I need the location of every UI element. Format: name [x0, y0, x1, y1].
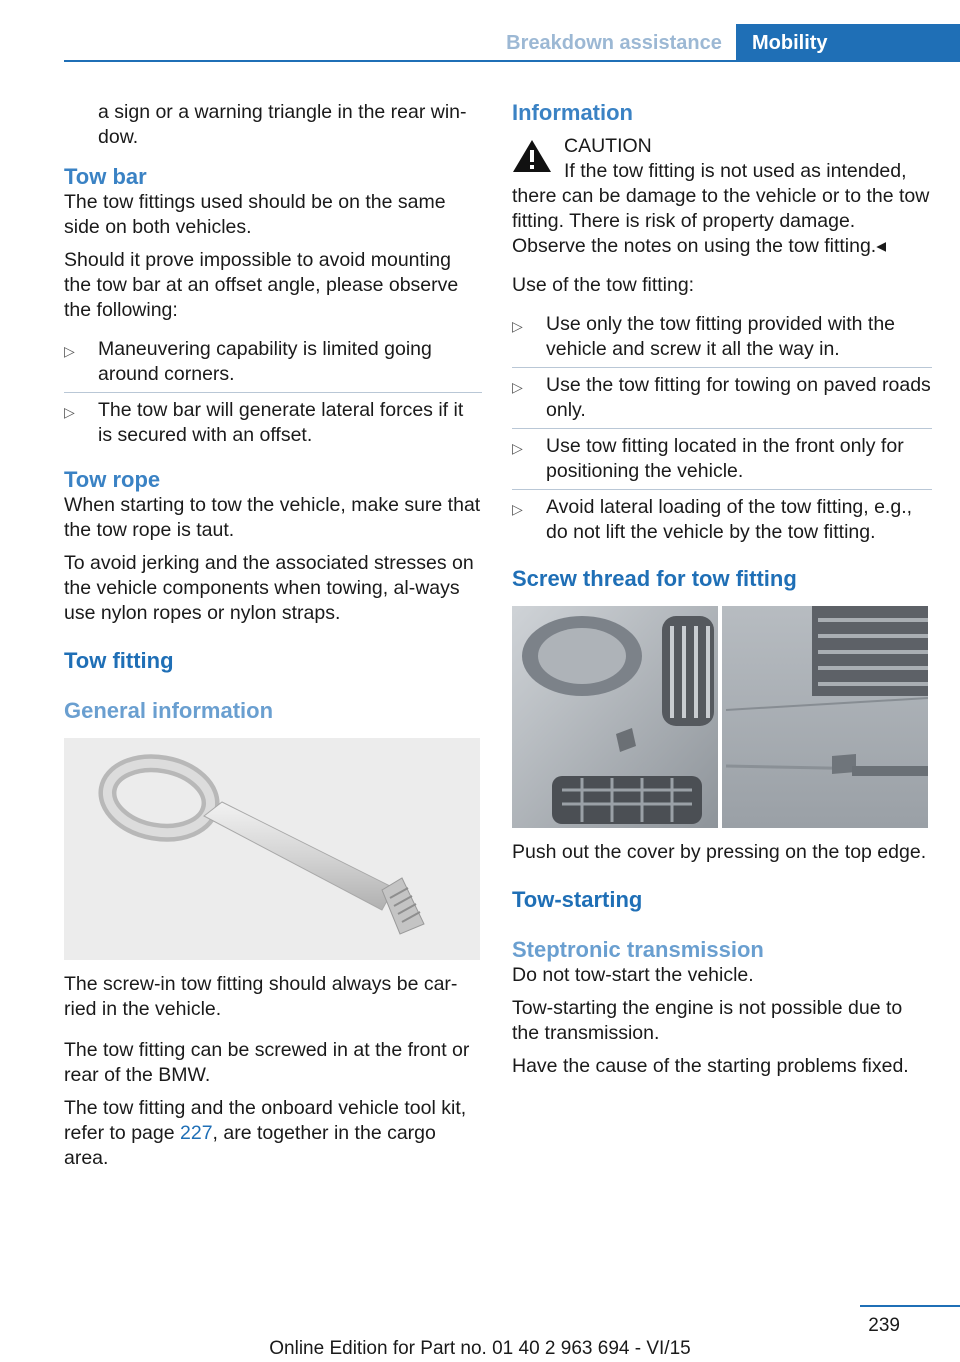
tow-bar-paragraph-2: Should it prove impossible to avoid mounting the tow bar at an offset angle, please observe the following:	[64, 249, 459, 321]
use-list	[512, 306, 932, 550]
triangle-bullet-icon: ▷	[512, 379, 523, 395]
caution-block	[512, 134, 932, 184]
triangle-bullet-icon: ▷	[512, 318, 523, 334]
header-rule	[64, 60, 960, 62]
screw-thread-heading: Screw thread for tow fitting	[512, 566, 797, 591]
triangle-bullet-icon: ▷	[512, 440, 523, 456]
tow-rope-paragraph-1: When starting to tow the vehicle, make sure that the tow rope is taut.	[64, 494, 481, 541]
tow-starting-paragraph-1: Do not tow-start the vehicle.	[512, 964, 754, 986]
intro-text: a sign or a warning triangle in the rear win-dow.	[98, 101, 467, 148]
tow-fitting-paragraph-2: The tow fitting can be screwed in at the front or rear of the BMW.	[64, 1039, 470, 1086]
tow-starting-paragraph-3: Have the cause of the starting problems fixed.	[512, 1055, 909, 1077]
caution-title: CAUTION	[564, 135, 652, 157]
steptronic-heading: Steptronic transmission	[512, 937, 764, 962]
page-number: 239	[868, 1315, 900, 1336]
tow-starting-heading: Tow-starting	[512, 887, 643, 912]
information-heading: Information	[512, 100, 633, 125]
tow-fitting-image	[64, 738, 480, 960]
caution-text: there can be damage to the vehicle or to the tow fitting. There is risk of property damage. Observe the notes on using the tow fitting.◂	[512, 185, 930, 257]
list-item: ▷ Use only the tow fitting provided with the vehicle and screw it all the way in.	[512, 306, 932, 367]
bumper-photo-icon	[512, 606, 928, 828]
header-section-title: Breakdown assistance	[506, 32, 722, 54]
list-item: ▷ Use tow fitting located in the front only for positioning the vehicle.	[512, 428, 932, 489]
use-intro: Use of the tow fitting:	[512, 274, 695, 296]
warning-triangle-icon	[512, 138, 552, 174]
triangle-bullet-icon: ▷	[64, 343, 75, 359]
tow-starting-paragraph-2: Tow-starting the engine is not possible due to the transmission.	[512, 997, 903, 1044]
tow-bar-paragraph-1: The tow fittings used should be on the same side on both vehicles.	[64, 191, 446, 238]
edition-footer: Online Edition for Part no. 01 40 2 963 694 - VI/15	[269, 1338, 691, 1359]
list-item: ▷ Avoid lateral loading of the tow fitting, e.g., do not lift the vehicle by the tow fitting.	[512, 489, 932, 550]
tow-bar-heading: Tow bar	[64, 164, 147, 189]
tow-fitting-paragraph-1: The screw-in tow fitting should always be car-ried in the vehicle.	[64, 973, 458, 1020]
list-item: ▷ Use the tow fitting for towing on paved roads only.	[512, 367, 932, 428]
header-chapter-tab: Mobility	[736, 24, 960, 62]
tow-rope-heading: Tow rope	[64, 467, 161, 492]
tow-rope-paragraph-2: To avoid jerking and the associated stresses on the vehicle components when towing, al-ways use nylon ropes or nylon straps.	[64, 552, 474, 624]
list-item: ▷ Maneuvering capability is limited going around corners.	[64, 331, 482, 392]
page-reference-link[interactable]: 227	[180, 1122, 213, 1144]
triangle-bullet-icon: ▷	[512, 501, 523, 517]
tow-eye-icon	[64, 738, 480, 960]
screw-thread-image	[512, 606, 928, 828]
list-item: ▷ The tow bar will generate lateral forces if it is secured with an offset.	[64, 392, 482, 453]
left-column	[64, 100, 482, 1179]
caution-lead: If the tow fitting is not used as intended,	[564, 160, 907, 182]
general-information-heading: General information	[64, 698, 274, 723]
footer-rule	[860, 1305, 960, 1307]
screw-thread-caption: Push out the cover by pressing on the top edge.	[512, 841, 927, 863]
tow-fitting-heading: Tow fitting	[64, 648, 174, 673]
tow-bar-list	[64, 331, 482, 453]
tow-fitting-paragraph-3: The tow fitting and the onboard vehicle tool kit, refer to page 227, are together in the cargo area.	[64, 1097, 467, 1169]
triangle-bullet-icon: ▷	[64, 404, 75, 420]
right-column	[512, 100, 932, 1087]
